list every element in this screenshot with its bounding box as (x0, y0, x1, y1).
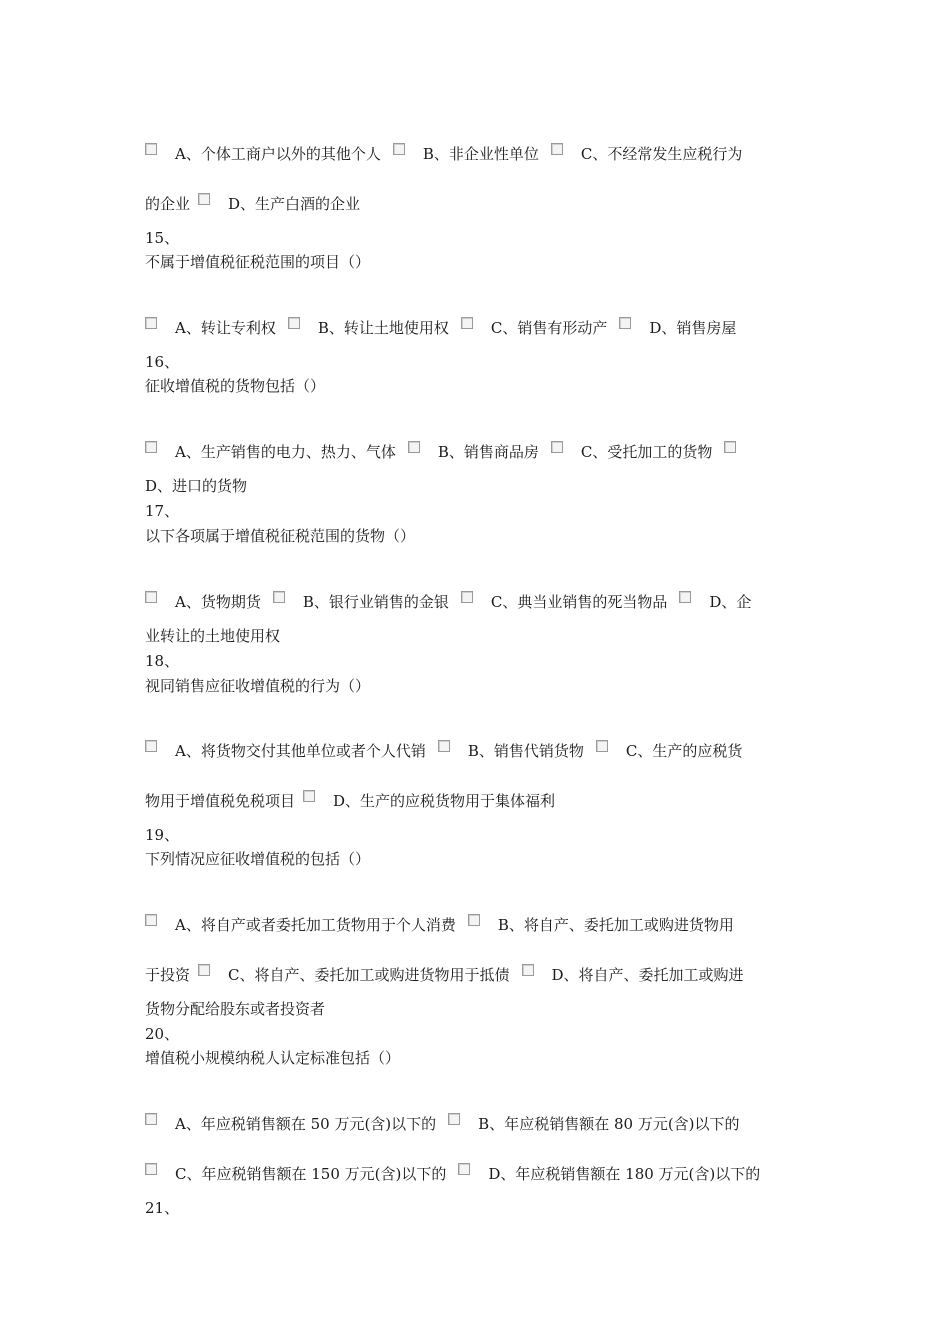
checkbox-q16-c[interactable] (551, 441, 563, 453)
checkbox-q18-c[interactable] (596, 740, 608, 752)
option-label: D、将自产、委托加工或购进 (551, 966, 744, 984)
option-label: A、生产销售的电力、热力、气体 (175, 443, 396, 461)
option-label: 物用于增值税免税项目 (145, 792, 296, 810)
q15-options (145, 317, 815, 338)
checkbox-q19-a[interactable] (145, 914, 157, 926)
q17-options-line1 (145, 591, 815, 612)
option-label: B、转让土地使用权 (317, 319, 449, 337)
checkbox-q15-b[interactable] (288, 317, 300, 329)
question-text: 以下各项属于增值税征税范围的货物（） (145, 527, 416, 545)
option-label: C、生产的应税货 (625, 742, 743, 760)
q14-options-line2 (145, 193, 815, 214)
option-label: 货物分配给股东或者投资者 (145, 1000, 326, 1018)
option-label: 的企业 (145, 195, 191, 213)
option-label: A、年应税销售额在 50 万元(含)以下的 (175, 1115, 437, 1133)
checkbox-q14-c[interactable] (551, 143, 563, 155)
question-text: 增值税小规模纳税人认定标准包括（） (145, 1049, 401, 1067)
option-label: C、将自产、委托加工或购进货物用于抵债 (228, 966, 510, 984)
checkbox-q17-b[interactable] (273, 591, 285, 603)
q19-options-line2 (145, 964, 815, 985)
option-label: D、生产的应税货物用于集体福利 (333, 792, 556, 810)
question-text: 征收增值税的货物包括（） (145, 377, 326, 395)
checkbox-q15-c[interactable] (461, 317, 473, 329)
question-number: 20、 (145, 1025, 180, 1043)
option-label: C、年应税销售额在 150 万元(含)以下的 (175, 1165, 447, 1183)
checkbox-q15-a[interactable] (145, 317, 157, 329)
checkbox-q14-a[interactable] (145, 143, 157, 155)
option-label: B、非企业性单位 (422, 145, 539, 163)
option-label: 业转让的土地使用权 (145, 627, 281, 645)
option-label: D、进口的货物 (145, 477, 248, 495)
option-label: A、个体工商户以外的其他个人 (175, 145, 381, 163)
option-label: D、企 (709, 593, 752, 611)
option-label: D、年应税销售额在 180 万元(含)以下的 (488, 1165, 761, 1183)
checkbox-q15-d[interactable] (619, 317, 631, 329)
checkbox-q16-d[interactable] (724, 441, 736, 453)
option-label: C、不经常发生应税行为 (580, 145, 743, 163)
question-number: 18、 (145, 652, 180, 670)
checkbox-q14-d[interactable] (198, 193, 210, 205)
q18-options-line1 (145, 740, 815, 761)
checkbox-q20-a[interactable] (145, 1113, 157, 1125)
question-number: 21、 (145, 1199, 180, 1217)
option-label: A、将自产或者委托加工货物用于个人消费 (175, 916, 456, 934)
option-label: A、将货物交付其他单位或者个人代销 (175, 742, 426, 760)
option-label: B、销售代销货物 (467, 742, 584, 760)
option-label: 于投资 (145, 966, 191, 984)
question-text: 视同销售应征收增值税的行为（） (145, 677, 371, 695)
question-text: 不属于增值税征税范围的项目（） (145, 253, 371, 271)
checkbox-q18-b[interactable] (438, 740, 450, 752)
checkbox-q20-d[interactable] (458, 1163, 470, 1175)
q20-options-line2 (145, 1163, 815, 1184)
question-number: 17、 (145, 502, 180, 520)
question-text: 下列情况应征收增值税的包括（） (145, 850, 371, 868)
checkbox-q18-d[interactable] (303, 790, 315, 802)
q16-options-line1 (145, 441, 815, 462)
checkbox-q17-c[interactable] (461, 591, 473, 603)
option-label: B、销售商品房 (437, 443, 539, 461)
option-label: C、典当业销售的死当物品 (490, 593, 668, 611)
option-label: C、受托加工的货物 (580, 443, 713, 461)
question-number: 19、 (145, 826, 180, 844)
option-label: B、年应税销售额在 80 万元(含)以下的 (478, 1115, 740, 1133)
option-label: D、销售房屋 (649, 319, 737, 337)
checkbox-q16-b[interactable] (408, 441, 420, 453)
question-number: 16、 (145, 353, 180, 371)
question-number: 15、 (145, 229, 180, 247)
checkbox-q18-a[interactable] (145, 740, 157, 752)
checkbox-q19-b[interactable] (468, 914, 480, 926)
option-label: D、生产白酒的企业 (228, 195, 361, 213)
checkbox-q17-d[interactable] (679, 591, 691, 603)
q19-options-line1 (145, 914, 815, 935)
option-label: B、将自产、委托加工或购进货物用 (497, 916, 734, 934)
checkbox-q20-c[interactable] (145, 1163, 157, 1175)
option-label: B、银行业销售的金银 (302, 593, 449, 611)
option-label: A、货物期货 (175, 593, 261, 611)
q18-options-line2 (145, 790, 815, 811)
option-label: C、销售有形动产 (490, 319, 608, 337)
checkbox-q14-b[interactable] (393, 143, 405, 155)
option-label: A、转让专利权 (175, 319, 276, 337)
q20-options-line1 (145, 1113, 815, 1134)
checkbox-q17-a[interactable] (145, 591, 157, 603)
checkbox-q19-c[interactable] (198, 964, 210, 976)
checkbox-q20-b[interactable] (448, 1113, 460, 1125)
checkbox-q19-d[interactable] (522, 964, 534, 976)
q14-options-line1 (145, 143, 815, 164)
checkbox-q16-a[interactable] (145, 441, 157, 453)
